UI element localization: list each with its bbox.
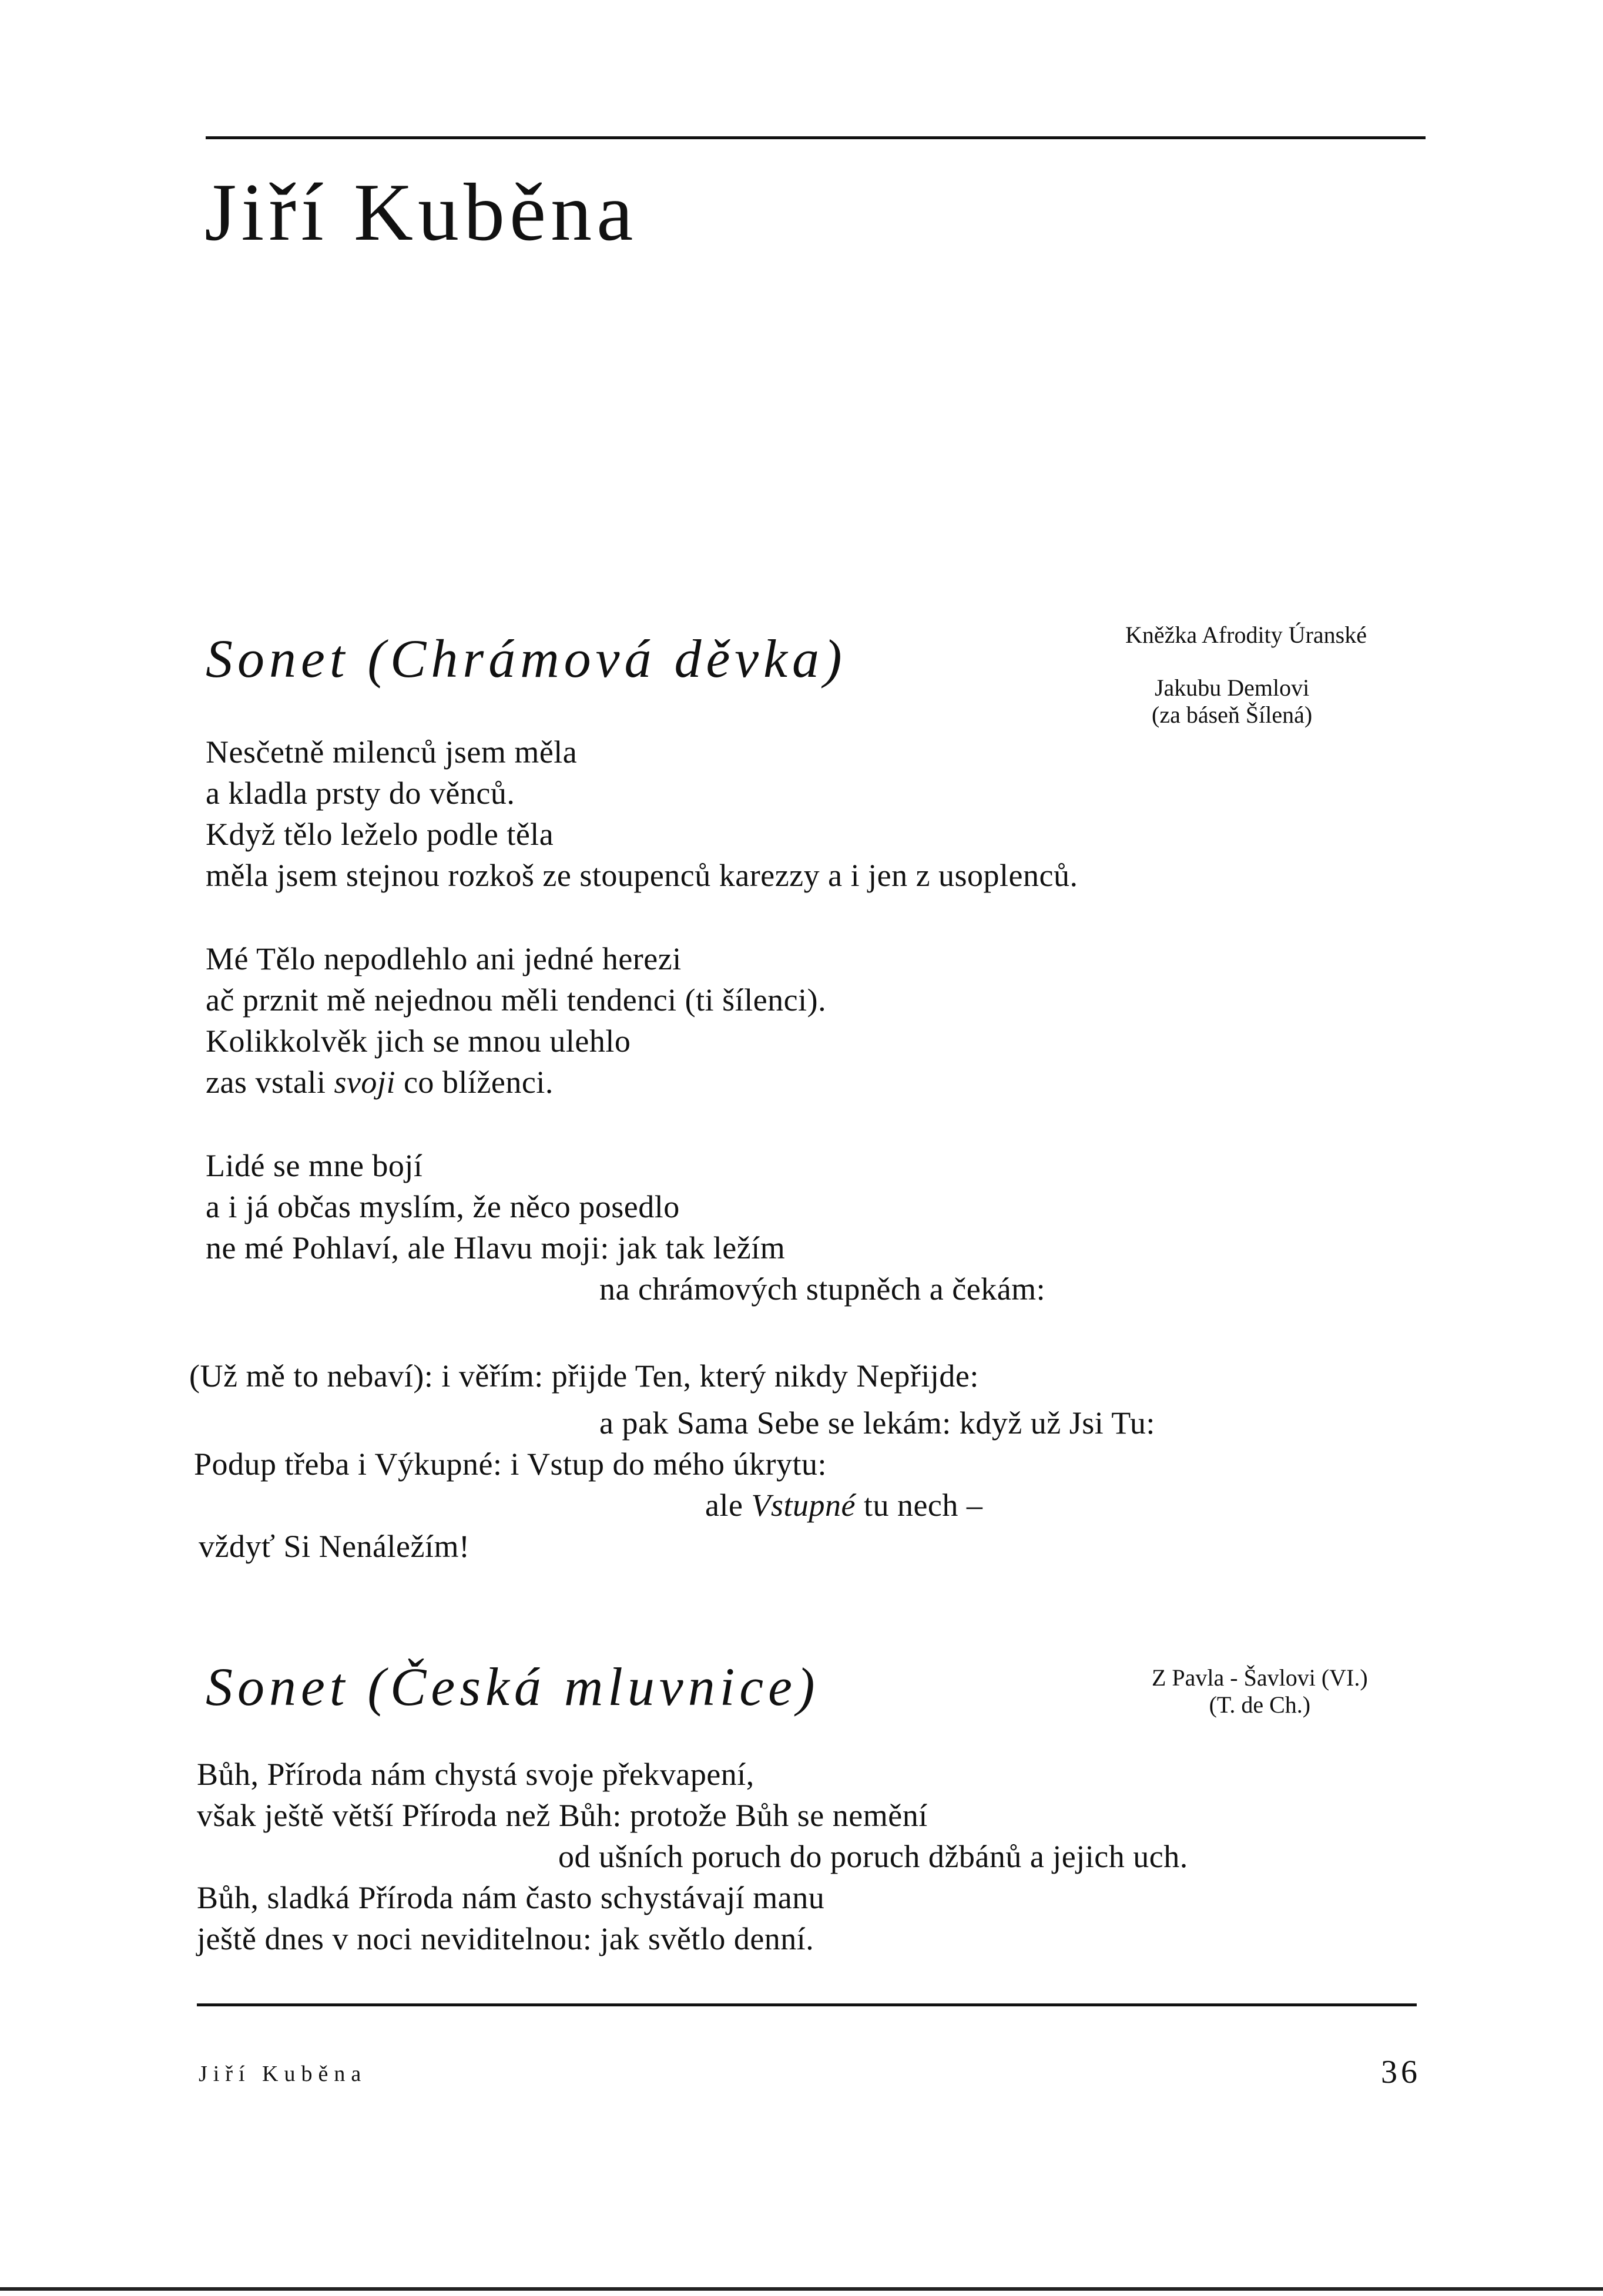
line-text: ale [705, 1488, 752, 1523]
poem-line: od ušních poruch do poruch džbánů a jejich uch. [558, 1839, 1188, 1874]
poem-line: a pak Sama Sebe se lekám: když už Jsi Tu: [599, 1405, 1155, 1441]
page-number: 36 [1381, 2054, 1421, 2090]
poem-line: Nesčetně milenců jsem měla [206, 734, 578, 770]
poem-line: Lidé se mne bojí [206, 1148, 423, 1183]
poem-line: měla jsem stejnou rozkoš ze stoupenců karezzy a i jen z usoplenců. [206, 858, 1078, 893]
note-line: Z Pavla - Šavlovi (VI.) [1152, 1664, 1368, 1691]
sonnet-1-dedication [1152, 674, 1312, 729]
dedication-name: Jakubu Demlovi [1154, 674, 1310, 701]
note-line: (T. de Ch.) [1209, 1691, 1311, 1718]
footer-author: Jiří Kuběna [199, 2062, 367, 2086]
line-text: zas vstali [206, 1065, 334, 1100]
poem-line: ještě dnes v noci neviditelnou: jak světlo denní. [197, 1921, 814, 1956]
poem-line: ne mé Pohlaví, ale Hlavu moji: jak tak ležím [206, 1230, 786, 1266]
poem-line: a kladla prsty do věnců. [206, 776, 515, 811]
poem-line: Kolikkolvěk jich se mnou ulehlo [206, 1023, 631, 1059]
bottom-rule [197, 2003, 1417, 2006]
sonnet-1-title: Sonet (Chrámová děvka) [206, 629, 847, 689]
dedication-note: (za báseň Šílená) [1152, 701, 1313, 728]
italic-word: Vstupné [751, 1488, 856, 1523]
line-text: co blíženci. [395, 1065, 554, 1100]
line-text: tu nech – [855, 1488, 983, 1523]
italic-word: svoji [334, 1065, 395, 1100]
poem-line: vždyť Si Nenáležím! [199, 1529, 470, 1564]
sonnet-1-dedication-heading: Kněžka Afrodity Úranské [1125, 622, 1367, 648]
scan-edge [0, 2287, 1603, 2291]
poem-line [705, 1486, 982, 1524]
poem-line: Když tělo leželo podle těla [206, 817, 554, 852]
poem-line: však ještě větší Příroda než Bůh: protože Bůh se nemění [197, 1798, 928, 1833]
sonnet-2-title: Sonet (Česká mluvnice) [206, 1657, 820, 1717]
poem-line: a i já občas myslím, že něco posedlo [206, 1189, 680, 1224]
poem-line: Bůh, Příroda nám chystá svoje překvapení, [197, 1757, 754, 1792]
top-rule [206, 136, 1426, 139]
poem-line: ač prznit mě nejednou měli tendenci (ti šílenci). [206, 982, 827, 1018]
poem-line [206, 1063, 554, 1101]
author-title: Jiří Kuběna [204, 167, 638, 258]
poem-line: Podup třeba i Výkupné: i Vstup do mého úkrytu: [194, 1446, 827, 1482]
poem-line: Bůh, sladká Příroda nám často schystávají manu [197, 1880, 825, 1915]
poem-line: Mé Tělo nepodlehlo ani jedné herezi [206, 941, 682, 976]
poem-line: (Už mě to nebaví): i věřím: přijde Ten, který nikdy Nepřijde: [189, 1358, 979, 1394]
sonnet-2-note [1152, 1664, 1368, 1718]
poem-line: na chrámových stupněch a čekám: [599, 1271, 1046, 1307]
